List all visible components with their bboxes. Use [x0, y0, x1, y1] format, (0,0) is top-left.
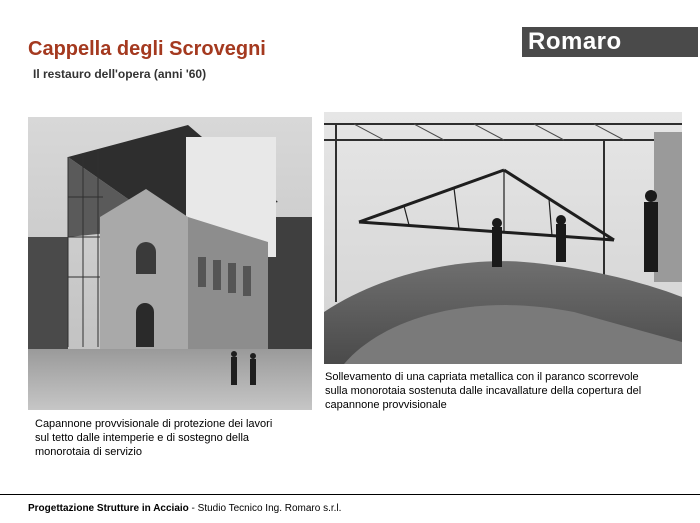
- footer-company-text: - Studio Tecnico Ing. Romaro s.r.l.: [188, 503, 342, 514]
- footer-text: [28, 503, 341, 514]
- chapel-shelter-photo: [28, 117, 312, 410]
- slide-title: Cappella degli Scrovegni: [28, 38, 266, 60]
- slide-subtitle: Il restauro dell'opera (anni '60): [33, 67, 207, 81]
- company-logo: [522, 27, 698, 57]
- caption-line: Sollevamento di una capriata metallica con il paranco scorrevole: [325, 371, 639, 383]
- footer-bold-text: Progettazione Strutture in Acciaio: [28, 503, 189, 514]
- caption-line: Capannone provvisionale di protezione dei lavori: [35, 418, 273, 430]
- chapel-shelter-photo-image: [28, 117, 312, 410]
- footer-divider: [0, 494, 700, 495]
- caption-line: capannone provvisionale: [325, 399, 447, 411]
- logo-text: Romaro: [528, 28, 622, 55]
- caption-line: sulla monorotaia sostenuta dalle incavallature della copertura del: [325, 385, 642, 397]
- caption-line: sul tetto dalle intemperie e di sostegno della: [35, 432, 250, 444]
- truss-lifting-photo-image: [324, 112, 682, 364]
- caption-line: monorotaia di servizio: [35, 446, 142, 458]
- truss-lifting-photo: [324, 112, 682, 364]
- left-photo-caption: [35, 417, 315, 459]
- right-photo-caption: [325, 370, 685, 412]
